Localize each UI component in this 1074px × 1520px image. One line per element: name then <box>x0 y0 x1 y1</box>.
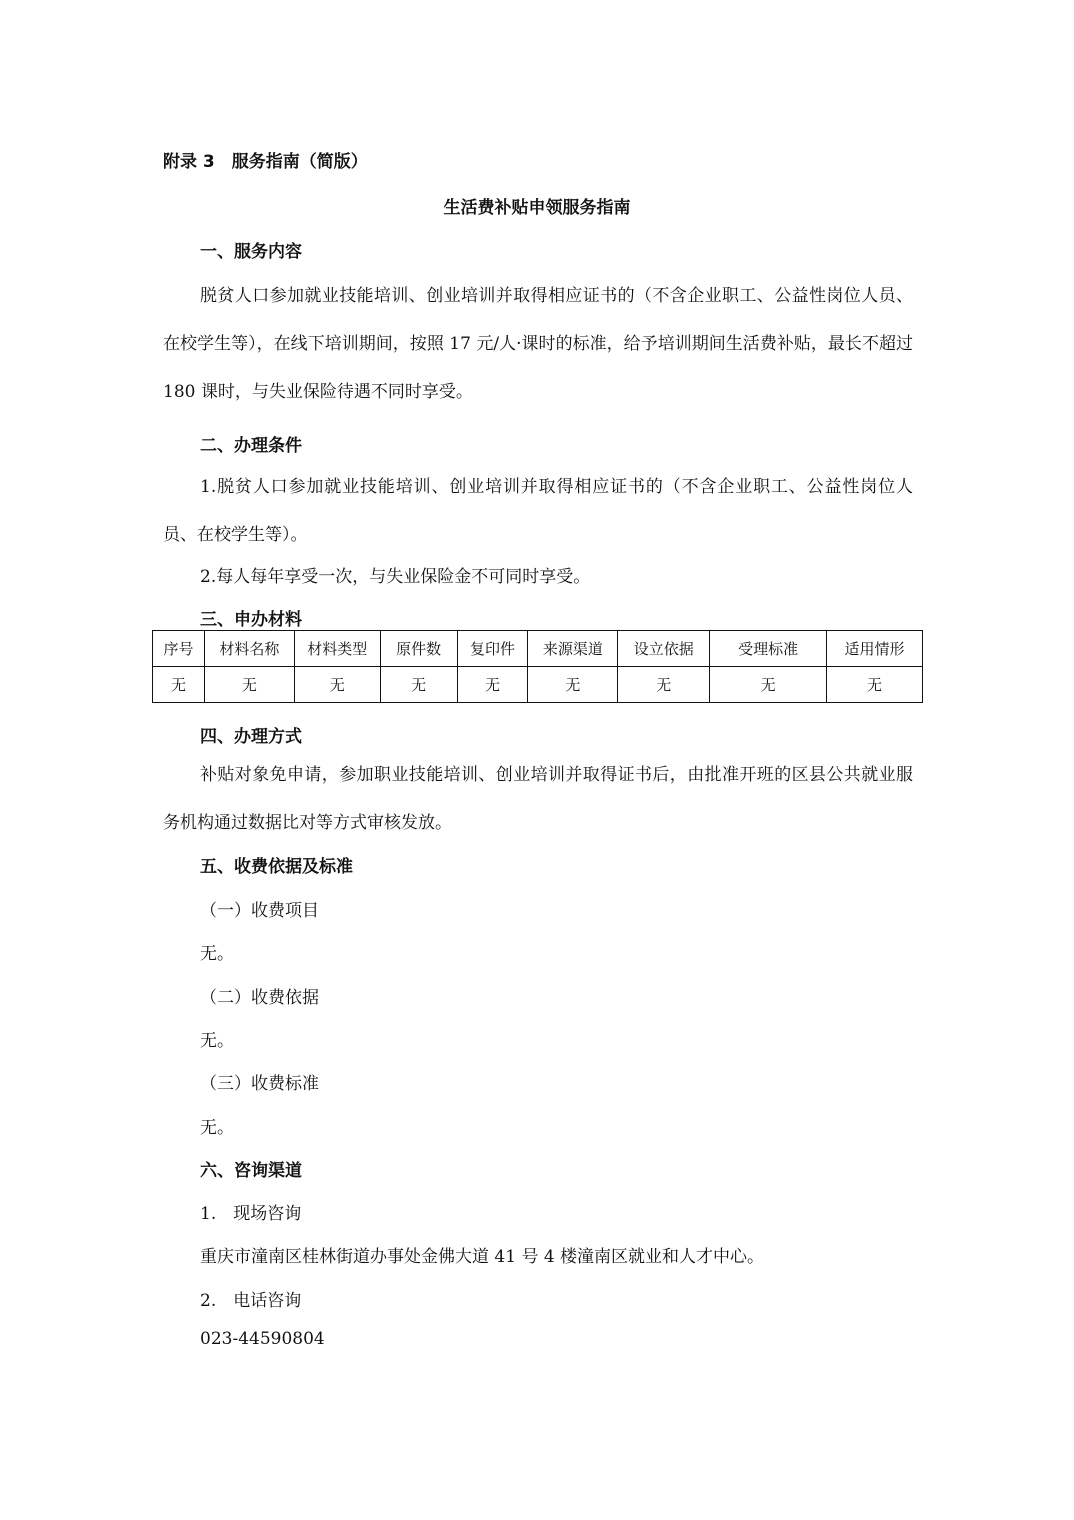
consult-phone-number: 023-44590804 <box>200 1329 325 1349</box>
table-header-cell: 序号 <box>153 631 205 667</box>
appendix-label: 附录 3 服务指南（简版） <box>163 152 368 172</box>
table-header-cell: 设立依据 <box>618 631 710 667</box>
section-heading-materials: 三、申办材料 <box>200 610 302 630</box>
table-cell: 无 <box>827 667 923 703</box>
table-cell: 无 <box>710 667 827 703</box>
table-cell: 无 <box>204 667 294 703</box>
table-cell: 无 <box>153 667 205 703</box>
condition-item-1: 1.脱贫人口参加就业技能培训、创业培训并取得相应证书的（不含企业职工、公益性岗位人员、在校学生等）。 <box>163 477 913 545</box>
service-content-paragraph: 脱贫人口参加就业技能培训、创业培训并取得相应证书的（不含企业职工、公益性岗位人员、在校学生等），在线下培训期间，按照 17 元/人·课时的标准，给予培训期间生活费补贴，最长不超过 180 课时，与失业保险待遇不同时享受。 <box>163 286 913 402</box>
table-cell: 无 <box>380 667 457 703</box>
table-cell: 无 <box>528 667 618 703</box>
fee-value-basis: 无。 <box>200 1031 234 1051</box>
section-heading-consultation: 六、咨询渠道 <box>200 1161 302 1181</box>
table-header-cell: 材料名称 <box>204 631 294 667</box>
table-header-row <box>153 631 923 667</box>
table-header-cell: 来源渠道 <box>528 631 618 667</box>
table-header-cell: 原件数 <box>380 631 457 667</box>
table-row <box>153 667 923 703</box>
consult-address: 重庆市潼南区桂林街道办事处金佛大道 41 号 4 楼潼南区就业和人才中心。 <box>200 1247 765 1267</box>
fee-subheading-standard: （三）收费标准 <box>200 1074 319 1094</box>
fee-subheading-items: （一）收费项目 <box>200 901 319 921</box>
consult-item-onsite: 1. 现场咨询 <box>200 1204 302 1224</box>
consult-item-phone: 2. 电话咨询 <box>200 1291 302 1311</box>
table-cell: 无 <box>457 667 528 703</box>
section-heading-service-content: 一、服务内容 <box>200 242 302 262</box>
table-cell: 无 <box>294 667 380 703</box>
materials-table <box>152 630 923 703</box>
section-heading-fees: 五、收费依据及标准 <box>200 857 353 877</box>
document-title: 生活费补贴申领服务指南 <box>443 198 631 218</box>
fee-value-standard: 无。 <box>200 1118 234 1138</box>
section-heading-method: 四、办理方式 <box>200 727 302 747</box>
fee-subheading-basis: （二）收费依据 <box>200 988 319 1008</box>
method-paragraph: 补贴对象免申请，参加职业技能培训、创业培训并取得证书后，由批准开班的区县公共就业服务机构通过数据比对等方式审核发放。 <box>163 765 913 833</box>
table-header-cell: 受理标准 <box>710 631 827 667</box>
fee-value-items: 无。 <box>200 944 234 964</box>
table-header-cell: 复印件 <box>457 631 528 667</box>
section-heading-conditions: 二、办理条件 <box>200 436 302 456</box>
condition-item-2: 2.每人每年享受一次，与失业保险金不可同时享受。 <box>200 567 591 587</box>
table-header-cell: 适用情形 <box>827 631 923 667</box>
table-header-cell: 材料类型 <box>294 631 380 667</box>
table-cell: 无 <box>618 667 710 703</box>
